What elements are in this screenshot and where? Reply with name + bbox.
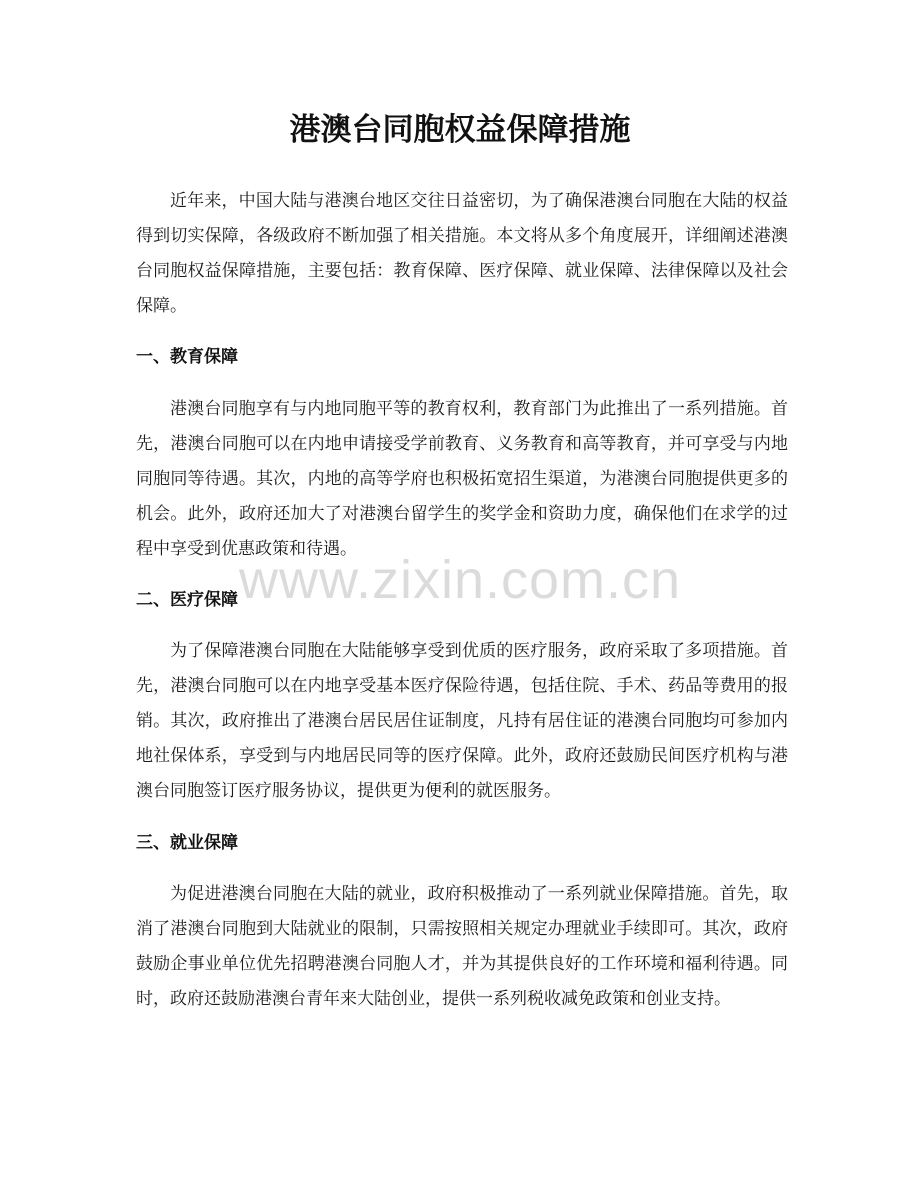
section-education-body (136, 392, 788, 567)
section-heading: 一、教育保障 (136, 347, 238, 367)
section-heading: 二、医疗保障 (136, 590, 238, 610)
section-paragraph: 为促进港澳台同胞在大陆的就业，政府积极推动了一系列就业保障措施。首先，取消了港澳台同胞到大陆就业的限制，只需按照相关规定办理就业手续即可。其次，政府鼓励企事业单位优先招聘港澳台同胞人才，并为其提供良好的工作环境和福利待遇。同时，政府还鼓励港澳台青年来大陆创业，提供一系列税收减免政策和创业支持。 (136, 884, 788, 1009)
section-employment-body (136, 877, 788, 1017)
intro-block (136, 184, 788, 324)
section-heading: 三、就业保障 (136, 833, 238, 853)
section-education (136, 344, 788, 370)
section-medical-body (136, 634, 788, 809)
watermark: www.zixin.com.cn (238, 550, 682, 610)
intro-paragraph: 近年来，中国大陆与港澳台地区交往日益密切，为了确保港澳台同胞在大陆的权益得到切实保障，各级政府不断加强了相关措施。本文将从多个角度展开，详细阐述港澳台同胞权益保障措施，主要包括：教育保障、医疗保障、就业保障、法律保障以及社会保障。 (136, 191, 788, 316)
section-paragraph: 港澳台同胞享有与内地同胞平等的教育权利，教育部门为此推出了一系列措施。首先，港澳台同胞可以在内地申请接受学前教育、义务教育和高等教育，并可享受与内地同胞同等待遇。其次，内地的高等学府也积极拓宽招生渠道，为港澳台同胞提供更多的机会。此外，政府还加大了对港澳台留学生的奖学金和资助力度，确保他们在求学的过程中享受到优惠政策和待遇。 (136, 399, 788, 559)
section-medical (136, 587, 788, 613)
section-paragraph: 为了保障港澳台同胞在大陆能够享受到优质的医疗服务，政府采取了多项措施。首先，港澳台同胞可以在内地享受基本医疗保险待遇，包括住院、手术、药品等费用的报销。其次，政府推出了港澳台居民居住证制度，凡持有居住证的港澳台同胞均可参加内地社保体系，享受到与内地居民同等的医疗保障。此外，政府还鼓励民间医疗机构与港澳台同胞签订医疗服务协议，提供更为便利的就医服务。 (136, 641, 788, 801)
document-title: 港澳台同胞权益保障措施 (289, 112, 631, 148)
section-employment (136, 830, 788, 856)
